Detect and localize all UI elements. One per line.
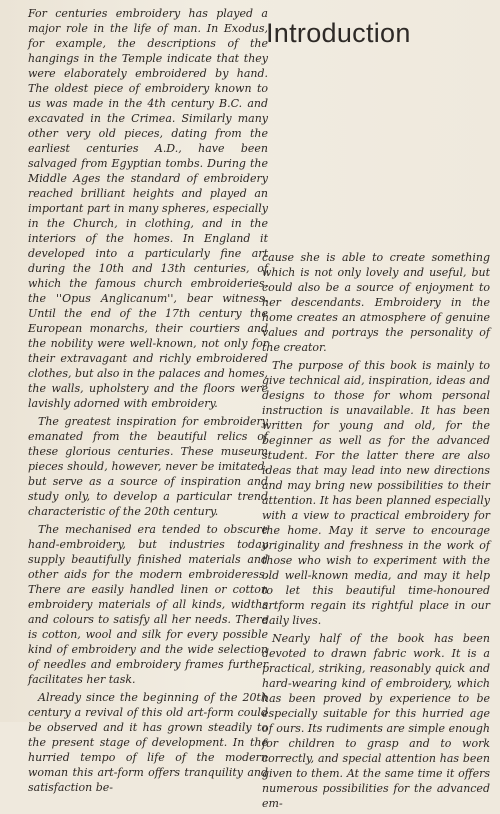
page-title: Introduction	[266, 18, 411, 48]
paragraph-inspiration: The greatest inspiration for embroidery emanated from the beautiful relics of these glorious centuries. These museum pieces should, however, never be imitated, but serve as a source of inspiration and study only, to develop a particular trend characteristic of the 20th century.	[28, 415, 268, 518]
paragraph-drawn-fabric-work: Nearly half of the book has been devoted to drawn fabric work. It is a practical, striking, reasonably quick and hard-wearing kind of embroidery, which has been proved by experience to be especially suitable for this hurried age of ours. Its rudiments are simple enough for children to grasp and to work correctly, and special attention has been given to them. At the same time it offers numerous possibilities for the advanced em-	[262, 632, 490, 810]
paragraph-mechanised-era: The mechanised era tended to obscure hand-embroidery, but industries today supply beautifully finished materials and other aids for the modern embroideress. There are easily handled linen or cotton embroidery materials of all kinds, widths and colours to satisfy all her needs. There is cotton, wool and silk for every possible kind of embroidery and the wide selection of needles and embroidery frames further facilitates her task.	[28, 523, 268, 686]
left-text-column	[28, 6, 268, 798]
paragraph-revival: Already since the beginning of the 20th century a revival of this old art-form could be observed and it has grown steadily to the present stage of development. In the hurried tempo of life of the modern woman this art-form offers tranquility and satisfaction be-	[28, 691, 268, 794]
paragraph-continuation: cause she is able to create something which is not only lovely and useful, but could also be a source of enjoyment to her descendants. Embroidery in the home creates an atmosphere of genuine values and portrays the personality of the creator.	[262, 251, 490, 354]
right-text-column	[262, 250, 490, 814]
paragraph-history: For centuries embroidery has played a major role in the life of man. In Exodus, for example, the descriptions of the hangings in the Temple indicate that they were elaborately embroidered by hand. The oldest piece of embroidery known to us was made in the 4th century B.C. and excavated in the Crimea. Similarly many other very old pieces, dating from the earliest centuries A.D., have been salvaged from Egyptian tombs. During the Middle Ages the standard of embroidery reached brilliant heights and played an important part in many spheres, especially in the Church, in clothing, and in the interiors of the homes. In England it developed into a particularly fine art during the 10th and 13th centuries, of which the famous church embroideries, the ''Opus Anglicanum'', bear witness. Until the end of the 17th century the European monarchs, their courtiers and the nobility were well-known, not only for their extravagant and richly embroidered clothes, but also in the palaces and homes, the walls, upholstery and the floors were lavishly adorned with embroidery.	[28, 7, 268, 410]
paragraph-purpose: The purpose of this book is mainly to give technical aid, inspiration, ideas and designs to those for whom personal instruction is unavailable. It has been written for young and old, for the beginner as well as for the advanced student. For the latter there are also ideas that may lead into new directions and may bring new possibilities to their attention. It has been planned especially with a view to practical embroidery for the home. May it serve to encourage originality and freshness in the work of those who wish to experiment with the old well-known media, and may it help to let this beautiful time-honoured artform regain its rightful place in our daily lives.	[262, 359, 490, 627]
